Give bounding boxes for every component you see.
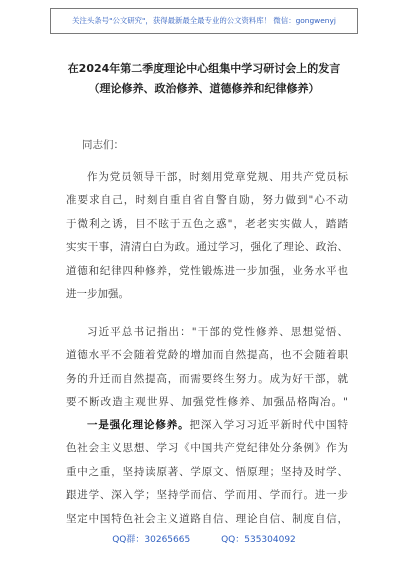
paragraph-line	[66, 414, 348, 437]
paragraph-1	[66, 166, 348, 306]
paragraph-line: 准要求自己，时刻自重自省自警自励，努力做到"心不动	[66, 194, 348, 207]
paragraph-text: 把深入学习习近平新时代中国特	[189, 419, 348, 431]
paragraph-line: 坚定中国特色社会主义道路自信、理论自信、制度自信，	[66, 512, 348, 525]
footer-qq-number: QQ：535304092	[221, 535, 296, 545]
document-title: 在2024年第二季度理论中心组集中学习研讨会上的发言	[67, 62, 341, 75]
document-subtitle: （理论修养、政治修养、道德修养和纪律修养）	[88, 82, 320, 95]
paragraph-line: 作为党员领导干部，时刻用党章党规、用共产党员标	[87, 171, 348, 183]
paragraph-line: 跟进学、深入学；坚持学而信、学而用、学而行。进一步	[66, 489, 348, 502]
paragraph-line: 习近平总书记指出："干部的党性修养、思想觉悟、	[87, 326, 348, 338]
paragraph-line: 进一步加强。	[66, 287, 129, 300]
paragraph-line: 重中之重，坚持读原著、学原文、悟原理；坚持及时学、	[66, 465, 348, 478]
paragraph-2	[66, 321, 348, 415]
paragraph-line: 道德水平不会随着党龄的增加而自然提高，也不会随着职	[66, 349, 348, 362]
paragraph-3	[66, 414, 348, 531]
paragraph-line: 务的升迁而自然提高，而需要终生努力。成为好干部，就	[66, 372, 348, 385]
paragraph-line: 道德和纪律四种修养，党性锻炼进一步加强，业务水平也	[66, 264, 348, 277]
paragraph-line: 要不断改造主观世界、加强党性修养、加强品格陶冶。"	[66, 396, 348, 409]
footer-qq-group: QQ群：30265665	[112, 535, 191, 545]
footer-contact	[0, 532, 408, 545]
salutation: 同志们：	[82, 139, 124, 151]
paragraph-line: 色社会主义思想、学习《中国共产党纪律处分条例》作为	[66, 442, 348, 455]
paragraph-line: 实实干事，清清白白为政。通过学习，强化了理论、政治、	[66, 241, 348, 254]
top-banner: 关注头条号"公文研究"，获得最新最全最专业的公文资料库！ 微信：gongwenyj	[50, 8, 358, 34]
paragraph-line: 于微利之诱，目不眩于五色之惑"，老老实实做人，踏踏	[66, 217, 348, 230]
section-lead: 一是强化理论修养。	[87, 419, 190, 431]
